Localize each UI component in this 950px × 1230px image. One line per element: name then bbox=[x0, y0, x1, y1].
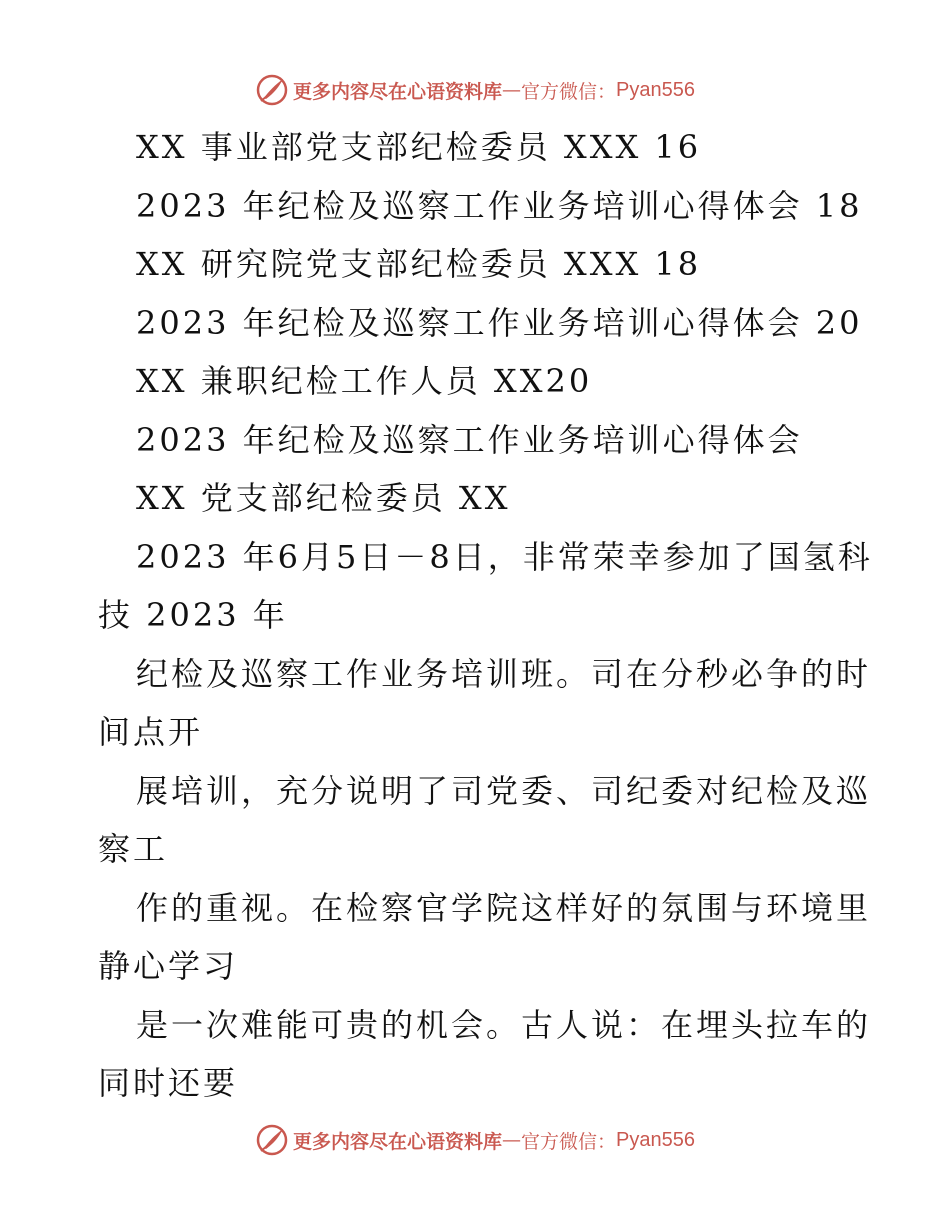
watermark-wechat-label: 官方微信： bbox=[521, 1130, 617, 1153]
paragraph-line: 作的重视。在检察官学院这样好的氛围与环境里 bbox=[136, 888, 872, 927]
toc-line: 2023 年纪检及巡察工作业务培训心得体会 20 bbox=[136, 303, 863, 342]
watermark-dash: — bbox=[502, 1129, 522, 1151]
watermark-dash: — bbox=[502, 79, 522, 101]
watermark-main-text: 更多内容尽在心语资料库 bbox=[293, 1130, 503, 1153]
toc-line: 2023 年纪检及巡察工作业务培训心得体会 18 bbox=[136, 186, 863, 225]
watermark-wechat-id: Pyan556 bbox=[616, 78, 695, 101]
quill-pen-logo-icon bbox=[255, 73, 289, 107]
watermark-main-text: 更多内容尽在心语资料库 bbox=[293, 80, 503, 103]
toc-line: XX 事业部党支部纪检委员 XXX 16 bbox=[136, 128, 702, 166]
paragraph-line: 技 2023 年 bbox=[98, 596, 288, 634]
paragraph-line: 纪检及巡察工作业务培训班。司在分秒必争的时 bbox=[136, 654, 872, 693]
paragraph-line: 间点开 bbox=[98, 713, 204, 751]
paragraph-line: 同时还要 bbox=[98, 1064, 239, 1102]
watermark-wechat-id: Pyan556 bbox=[616, 1128, 695, 1151]
watermark-wechat-label: 官方微信： bbox=[521, 80, 617, 103]
quill-pen-logo-icon bbox=[255, 1123, 289, 1157]
paragraph-line: 展培训，充分说明了司党委、司纪委对纪检及巡 bbox=[136, 771, 872, 810]
section-title: 2023 年纪检及巡察工作业务培训心得体会 bbox=[136, 420, 803, 459]
paragraph-line: 2023 年6月5日－8日，非常荣幸参加了国氢科 bbox=[136, 537, 873, 576]
paragraph-line: 是一次难能可贵的机会。古人说：在埋头拉车的 bbox=[136, 1005, 872, 1044]
paragraph-line: 察工 bbox=[98, 830, 169, 868]
toc-line: XX 兼职纪检工作人员 XX20 bbox=[136, 362, 593, 400]
header-watermark bbox=[0, 70, 950, 110]
footer-watermark bbox=[0, 1120, 950, 1160]
document-body bbox=[98, 118, 873, 1113]
toc-line: XX 研究院党支部纪检委员 XXX 18 bbox=[136, 245, 702, 283]
paragraph-line: 静心学习 bbox=[98, 947, 239, 985]
author-line: XX 党支部纪检委员 XX bbox=[136, 479, 511, 517]
